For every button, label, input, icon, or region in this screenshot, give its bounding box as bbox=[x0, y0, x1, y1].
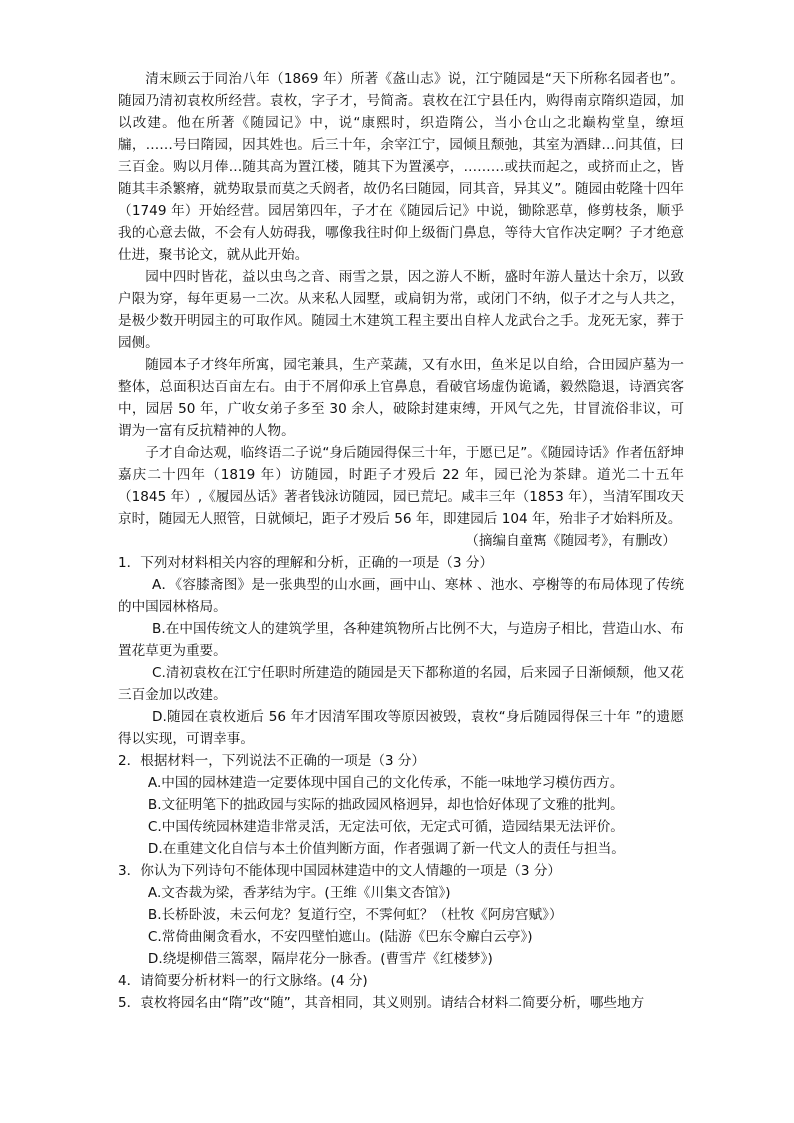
question-1-option-b: B.在中国传统文人的建筑学里，各种建筑物所占比例不大，与造房子相比，营造山水、布置花草更为重要。 bbox=[118, 621, 684, 659]
question-4-stem: 4．请简要分析材料一的行文脉络。(4 分) bbox=[118, 973, 368, 989]
question-3-option-a: A.文杏裁为梁，香茅结为宇。(王维《川集文杏馆》) bbox=[147, 885, 451, 901]
question-2-option-d: D.在重建文化自信与本土价值判断方面，作者强调了新一代文人的责任与担当。 bbox=[147, 841, 625, 857]
question-3-option-d: D.绕堤柳借三篙翠，隔岸花分一脉香。(曹雪芹《红楼梦》) bbox=[147, 951, 493, 967]
question-3 bbox=[118, 860, 684, 970]
question-2 bbox=[118, 750, 684, 860]
material-paragraph-1: 清末顾云于同治八年（1869 年）所著《盋山志》说，江宁随园是“天下所称名园者也”。随园乃清初袁枚所经营。袁枚，字子才，号简斋。袁枚在江宁县任内，购得南京隋织造园，加以改建。他在所著《随园记》中，说“康熙时，织造隋公，当小仓山之北巅构堂皇，缭垣牖，……号曰隋园，因其姓也。后三十年，余宰江宁，园倾且颓弛，其室为酒肆…问其值，曰三百金。购以月俸…随其高为置江楼，随其下为置溪亭，………或扶而起之，或挤而止之，皆随其丰杀繁瘠，就势取景而莫之夭阏者，故仍名曰随园，同其音，异其义”。随园由乾隆十四年（1749 年）开始经营。园居第四年，子才在《随园后记》中说，锄除恶草，修剪枝条，顺乎我的心意去做，不会有人妨碍我，哪像我往时仰上级衙门鼻息，等待大官作决定啊？子才绝意仕进，聚书论文，就从此开始。 bbox=[118, 71, 684, 263]
question-1 bbox=[118, 552, 684, 750]
material-paragraph-3: 随园本子才终年所寓，园宅兼具，生产菜蔬，又有水田，鱼米足以自给，合田园庐墓为一整体，总面积达百亩左右。由于不屑仰承上官鼻息，看破官场虚伪诡谲，毅然隐退，诗酒宾客中，园居 50 年，广收女弟子多至 30 余人，破除封建束缚，开风气之先，甘冒流俗非议，可谓为一富有反抗精神的人物。 bbox=[118, 357, 684, 439]
question-1-option-d: D.随园在袁枚逝后 56 年才因清军围攻等原因被毁，袁枚“身后随园得保三十年 ”的遗愿得以实现，可谓幸事。 bbox=[118, 709, 684, 747]
exam-page bbox=[118, 68, 684, 1014]
question-2-stem: 2．根据材料一，下列说法不正确的一项是（3 分） bbox=[118, 753, 426, 769]
reading-material bbox=[118, 68, 684, 552]
question-2-option-c: C.中国传统园林建造非常灵活，无定法可依，无定式可循，造园结果无法评价。 bbox=[147, 819, 624, 835]
question-2-option-b: B.文征明笔下的拙政园与实际的拙政园风格迥异，却也恰好体现了文雅的批判。 bbox=[147, 797, 624, 813]
question-1-stem: 1．下列对材料相关内容的理解和分析，正确的一项是（3 分） bbox=[118, 555, 494, 571]
material-source: （摘编自童寯《随园考》，有删改） bbox=[465, 533, 676, 549]
question-3-option-b: B.长桥卧波，未云何龙？复道行空，不霁何虹？（杜牧《阿房宫赋》） bbox=[147, 907, 563, 923]
question-1-option-a: A．《容膝斋图》是一张典型的山水画，画中山、寒林 、池水、亭榭等的布局体现了传统的中国园林格局。 bbox=[118, 577, 684, 615]
question-2-option-a: A.中国的园林建造一定要体现中国自己的文化传承，不能一味地学习模仿西方。 bbox=[147, 775, 624, 791]
question-3-stem: 3．你认为下列诗句不能体现中国园林建造中的文人情趣的一项是（3 分） bbox=[118, 863, 562, 879]
question-4 bbox=[118, 970, 684, 992]
material-paragraph-2: 园中四时皆花，益以虫鸟之音、雨雪之景，因之游人不断，盛时年游人量达十余万，以致户限为穿，每年更易一二次。从来私人园墅，或扃钥为常，或闭门不纳，似子才之与人共之，是极少数开明园主的可取作风。随园土木建筑工程主要出自梓人龙武台之手。龙死无家，葬于园侧。 bbox=[118, 269, 684, 351]
question-1-option-c: C.清初袁枚在江宁任职时所建造的随园是天下都称道的名园，后来园子日渐倾颓，他又花三百金加以改建。 bbox=[118, 665, 684, 703]
question-3-option-c: C.常倚曲阑贪看水，不安四壁怕遮山。(陆游《巴东令廨白云亭》) bbox=[147, 929, 533, 945]
question-5-stem: 5．袁枚将园名由“隋”改“随”，其音相同，其义则别。请结合材料二简要分析，哪些地方 bbox=[118, 995, 645, 1011]
question-5 bbox=[118, 992, 684, 1014]
material-paragraph-4: 子才自命达观，临终语二子说“身后随园得保三十年，于愿已足”。《随园诗话》作者伍舒坤嘉庆二十四年（1819 年）访随园，时距子才殁后 22 年，园已沦为茶肆。道光二十五年（1845 年）,《履园丛话》著者钱泳访随园，园已荒圮。咸丰三年（1853 年），当清军围攻天京时，随园无人照管，日就倾圮，距子才殁后 56 年，即建园后 104 年，殆非子才始料所及。 bbox=[118, 445, 684, 527]
